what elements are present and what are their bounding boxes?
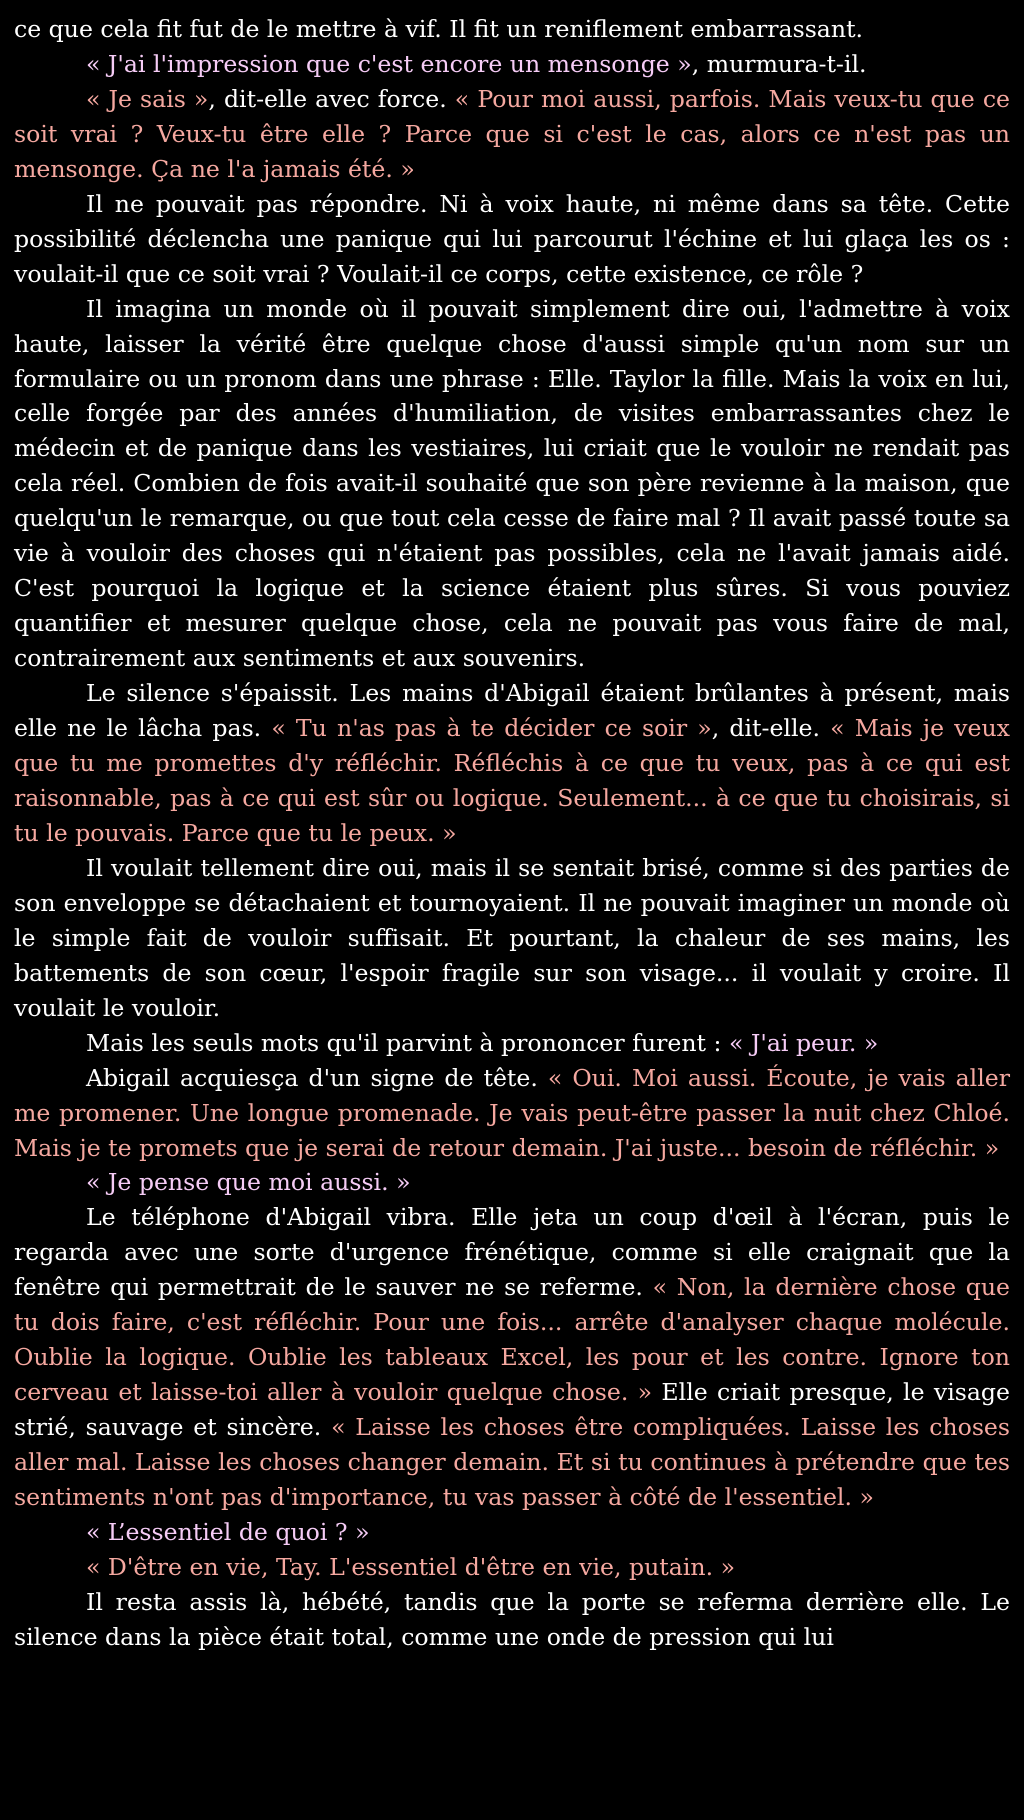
narration-text: , dit-elle. (711, 714, 831, 743)
narration-text: , dit-elle avec force. (208, 84, 455, 113)
dialogue-text: « J'ai peur. » (728, 1028, 879, 1057)
dialogue-text: « Pour moi aussi, parfois. Mais veux-tu que ce soit vrai ? Veux-tu être elle ? Parce que si c'est le cas, alors ce n'est pas un mensonge. Ça ne l'a jamais été. » (14, 84, 1011, 183)
paragraph (14, 1061, 1010, 1166)
narration-text: Il imagina un monde où il pouvait simplement dire oui, l'admettre à voix haute, laisser la vérité être quelque chose d'aussi simple qu'un nom sur un formulaire ou un pronom dans une phrase : Elle. Taylor la fille. Mais la voix en lui, celle forgée par des années d'humiliation, de visites embarrassantes chez le médecin et de panique dans les vestiaires, lui criait que le vouloir ne rendait pas cela réel. Combien de fois avait-il souhaité que son père revienne à la maison, que quelqu'un le remarque, ou que tout cela cesse de faire mal ? Il avait passé toute sa vie à vouloir des choses qui n'étaient pas possibles, cela ne l'avait jamais aidé. C'est pourquoi la logique et la science étaient plus sûres. Si vous pouviez quantifier et mesurer quelque chose, cela ne pouvait pas vous faire de mal, contrairement aux sentiments et aux souvenirs. (14, 294, 1010, 673)
dialogue-text: « Laisse les choses être compliquées. Laisse les choses aller mal. Laisse les choses changer demain. Et si tu continues à prétendre que tes sentiments n'ont pas d'importance, tu vas passer à côté de l'essentiel. » (14, 1413, 1011, 1512)
paragraph (14, 1200, 1010, 1515)
dialogue-text: « Je sais » (86, 84, 209, 113)
paragraph (14, 12, 1010, 47)
paragraph (14, 676, 1010, 851)
narration-text: ce que cela fit fut de le mettre à vif. Il fit un reniflement embarrassant. (14, 15, 864, 43)
dialogue-text: « Mais je veux que tu me promettes d'y réfléchir. Réfléchis à ce que tu veux, pas à ce qui est raisonnable, pas à ce qui est sûr ou logique. Seulement... à ce que tu choisirais, si tu le pouvais. Parce que tu le peux. » (14, 714, 1010, 847)
dialogue-text: « D'être en vie, Tay. L'essentiel d'être en vie, putain. » (86, 1552, 735, 1581)
paragraph (14, 851, 1010, 1026)
dialogue-text: « Je pense que moi aussi. » (86, 1168, 411, 1197)
narration-text: Le silence s'épaissit. Les mains d'Abigail étaient brûlantes à présent, mais elle ne le lâcha pas. (14, 679, 1010, 743)
narration-text: Il resta assis là, hébété, tandis que la porte se referma derrière elle. Le silence dans la pièce était total, comme une onde de pression qui lui (14, 1587, 1010, 1651)
paragraph (14, 1515, 1010, 1550)
narration-text: , murmura-t-il. (691, 49, 867, 78)
paragraph (14, 1585, 1010, 1655)
dialogue-text: « L’essentiel de quoi ? » (86, 1517, 370, 1546)
paragraph (14, 1165, 1010, 1200)
narration-text: Elle criait presque, le visage strié, sauvage et sincère. (14, 1378, 1010, 1442)
paragraph (14, 292, 1010, 676)
paragraph (14, 47, 1010, 82)
narration-text: Il ne pouvait pas répondre. Ni à voix haute, ni même dans sa tête. Cette possibilité déclencha une panique qui lui parcourut l'échine et lui glaça les os : voulait-il que ce soit vrai ? Voulait-il ce corps, cette existence, ce rôle ? (14, 189, 1010, 288)
dialogue-text: « Non, la dernière chose que tu dois faire, c'est réfléchir. Pour une fois... arrête d'analyser chaque molécule. Oublie la logique. Oublie les tableaux Excel, les pour et les contre. Ignore ton cerveau et laisse-toi aller à vouloir quelque chose. » (14, 1273, 1011, 1407)
narration-text: Abigail acquiesça d'un signe de tête. (86, 1063, 548, 1092)
narration-text: Mais les seuls mots qu'il parvint à prononcer furent : (86, 1028, 729, 1057)
paragraph (14, 82, 1010, 187)
narration-text: Le téléphone d'Abigail vibra. Elle jeta un coup d'œil à l'écran, puis le regarda avec une sorte d'urgence frénétique, comme si elle craignait que la fenêtre qui permettrait de le sauver ne se referme. (14, 1203, 1010, 1302)
dialogue-text: « Tu n'as pas à te décider ce soir » (271, 714, 712, 743)
narration-text: Il voulait tellement dire oui, mais il se sentait brisé, comme si des parties de son enveloppe se détachaient et tournoyaient. Il ne pouvait imaginer un monde où le simple fait de vouloir suffisait. Et pourtant, la chaleur de ses mains, les battements de son cœur, l'espoir fragile sur son visage... il voulait y croire. Il voulait le vouloir. (14, 853, 1010, 1022)
dialogue-text: « Oui. Moi aussi. Écoute, je vais aller me promener. Une longue promenade. Je vais peut-être passer la nuit chez Chloé. Mais je te promets que je serai de retour demain. J'ai juste... besoin de réfléchir. » (14, 1063, 1010, 1162)
paragraph (14, 1550, 1010, 1585)
paragraph (14, 1026, 1010, 1061)
paragraph (14, 187, 1010, 292)
dialogue-text: « J'ai l'impression que c'est encore un mensonge » (86, 49, 692, 78)
